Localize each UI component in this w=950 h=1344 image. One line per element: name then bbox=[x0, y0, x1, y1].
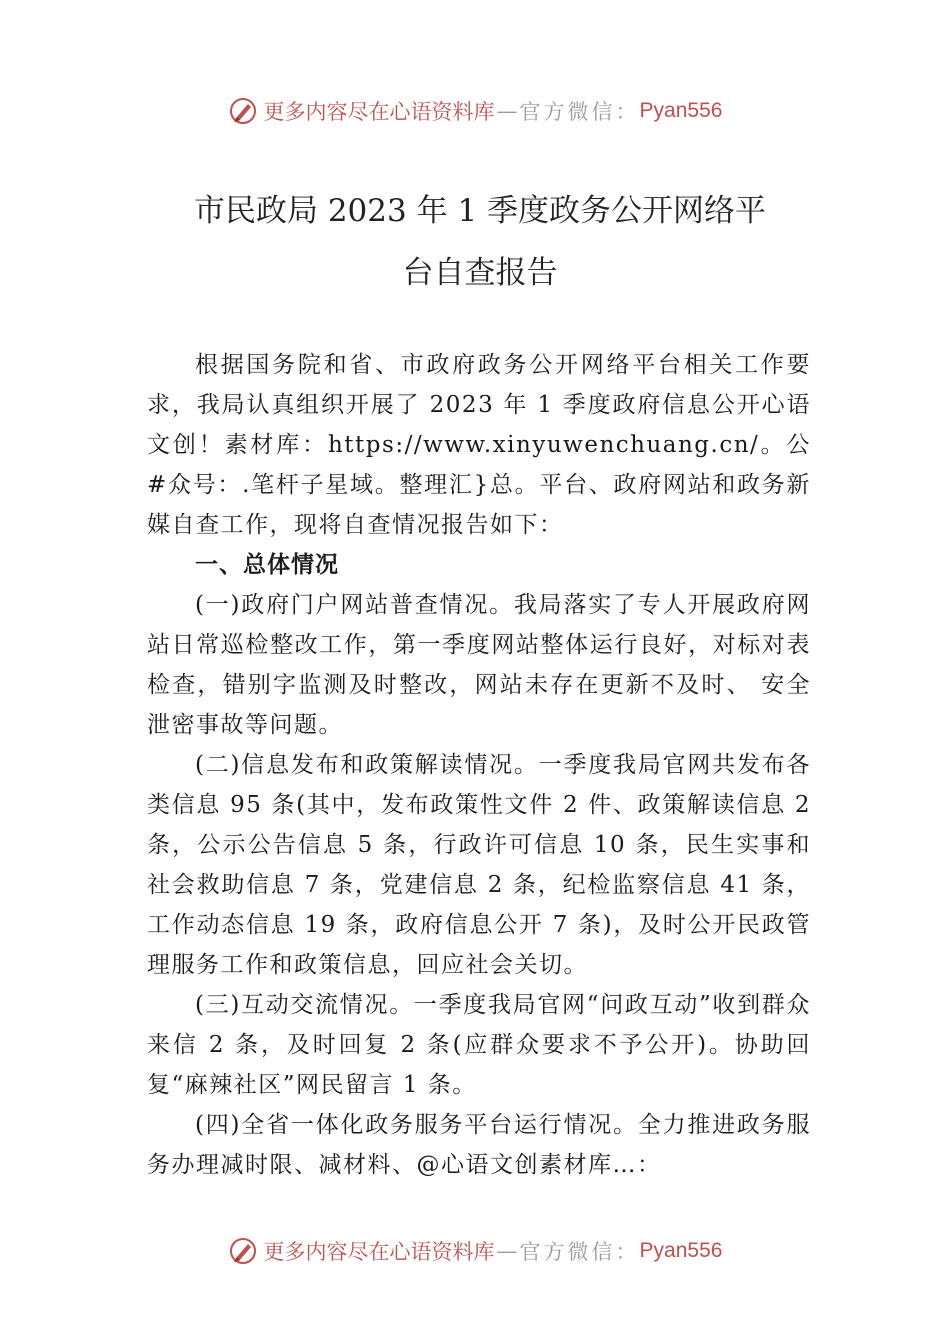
banner-dash: — bbox=[496, 99, 518, 123]
footer-watermark-banner bbox=[0, 1236, 950, 1266]
document-title-line1: 市民政局 2023 年 1 季度政务公开网络平 bbox=[193, 193, 767, 229]
header-watermark-banner bbox=[0, 96, 950, 126]
banner-main-text: 更多内容尽在心语资料库 bbox=[263, 100, 495, 124]
banner-wechat-id: Pyan556 bbox=[639, 99, 723, 122]
pen-logo-icon bbox=[228, 96, 258, 126]
document-title-line2: 台自查报告 bbox=[402, 255, 558, 291]
section-heading-overall: 一、总体情况 bbox=[195, 552, 339, 578]
banner-main-text: 更多内容尽在心语资料库 bbox=[263, 1240, 495, 1264]
banner-wechat-label: 官方微信： bbox=[519, 100, 640, 124]
pen-logo-icon bbox=[228, 1236, 258, 1266]
intro-paragraph: 根据国务院和省、市政府政务公开网络平台相关工作要求，我局认真组织开展了 2023 年 1 季度政府信息公开心语文创！素材库：https://www.xinyuwenchuang.cn/。公#众号：.笔杆子星域。整理汇}总。平台、政府网站和政务新媒自查工作，现将自查情况报告如下： bbox=[147, 352, 811, 538]
paragraph-info-release: (二)信息发布和政策解读情况。一季度我局官网共发布各类信息 95 条(其中，发布政策性文件 2 件、政策解读信息 2 条，公示公告信息 5 条，行政许可信息 10 条，民生实事和社会救助信息 7 条，党建信息 2 条，纪检监察信息 41 条，工作动态信息 19 条，政府信息公开 7 条)，及时公开民政管理服务工作和政策信息，回应社会关切。 bbox=[147, 752, 811, 978]
banner-wechat-id: Pyan556 bbox=[639, 1239, 723, 1262]
banner-dash: — bbox=[496, 1239, 518, 1263]
document-body bbox=[147, 345, 811, 1185]
banner-wechat-label: 官方微信： bbox=[519, 1240, 640, 1264]
paragraph-website-check: (一)政府门户网站普查情况。我局落实了专人开展政府网站日常巡检整改工作，第一季度网站整体运行良好，对标对表检查，错别字监测及时整改，网站未存在更新不及时、 安全泄密事故等问题。 bbox=[147, 592, 811, 738]
paragraph-interaction: (三)互动交流情况。一季度我局官网“问政互动”收到群众来信 2 条，及时回复 2 条(应群众要求不予公开)。协助回复“麻辣社区”网民留言 1 条。 bbox=[147, 992, 811, 1098]
paragraph-service-platform: (四)全省一体化政务服务平台运行情况。全力推进政务服务办理减时限、减材料、@心语文创素材库…： bbox=[147, 1112, 811, 1178]
